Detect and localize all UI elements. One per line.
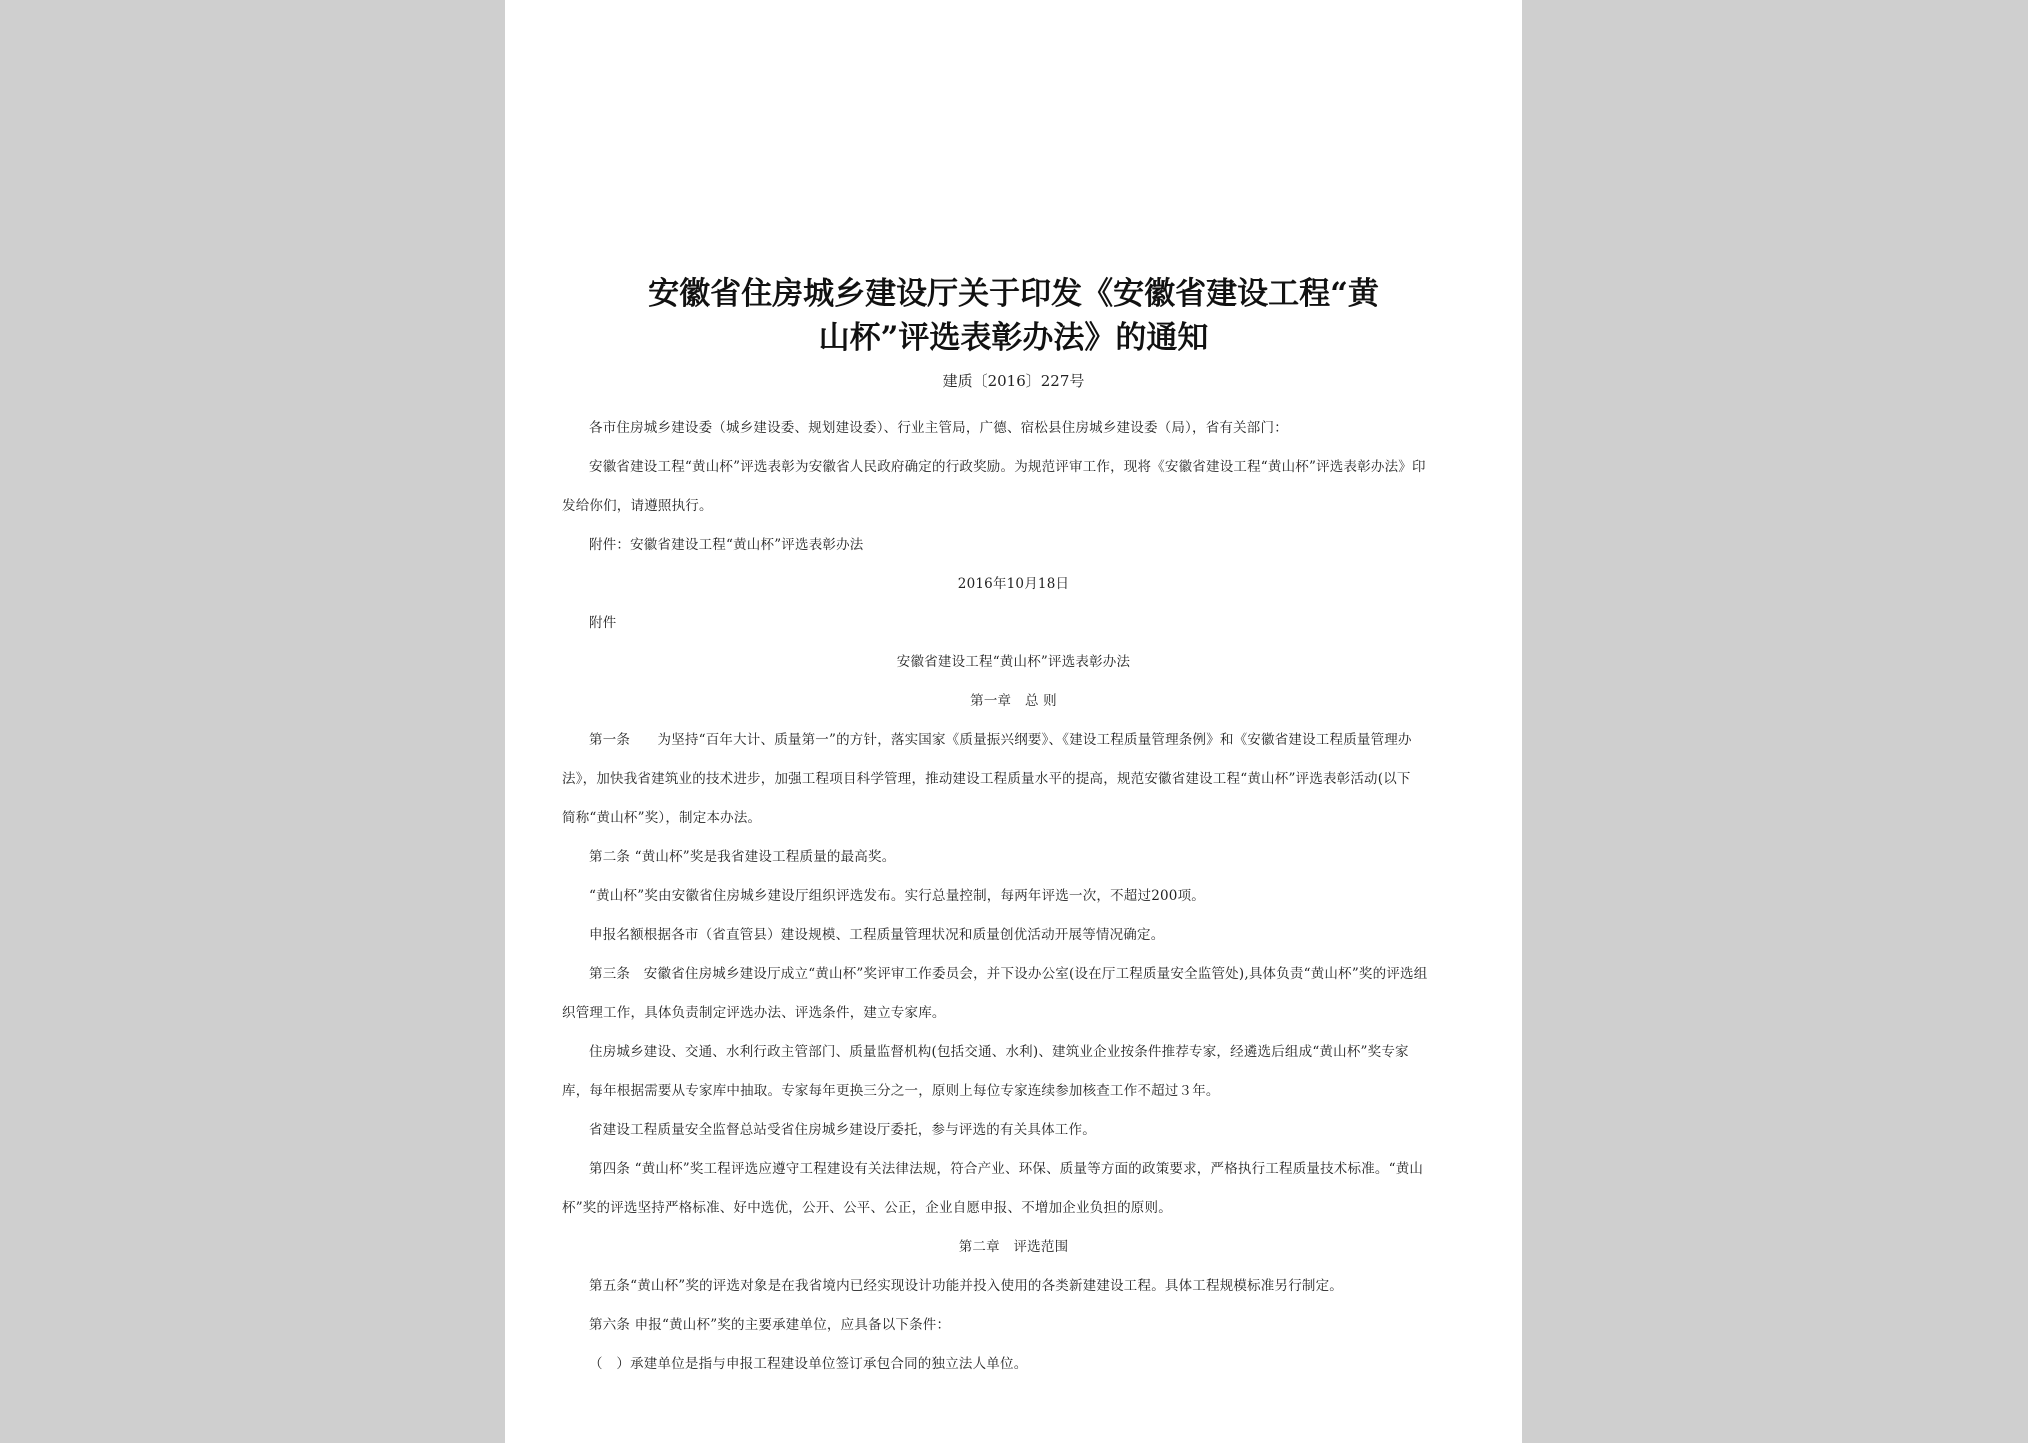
attachment-title: 安徽省建设工程“黄山杯”评选表彰办法 — [896, 654, 1131, 670]
paragraph-line: 省建设工程质量安全监督总站受省住房城乡建设厅委托，参与评选的有关具体工作。 — [589, 1122, 1096, 1138]
chapter-heading: 第一章 总 则 — [970, 693, 1057, 709]
paragraph-line: 安徽省建设工程“黄山杯”评选表彰为安徽省人民政府确定的行政奖励。为规范评审工作，现将《安徽省建设工程“黄山杯”评选表彰办法》印 — [589, 459, 1426, 475]
document-title-line-2: 山杯”评选表彰办法》的通知 — [818, 320, 1209, 356]
paragraph-line: 简称“黄山杯”奖），制定本办法。 — [562, 810, 762, 826]
paragraph-line: 申报名额根据各市（省直管县）建设规模、工程质量管理状况和质量创优活动开展等情况确定。 — [589, 927, 1165, 943]
chapter-heading: 第二章 评选范围 — [958, 1239, 1069, 1255]
issue-date: 2016年10月18日 — [957, 576, 1070, 592]
paragraph-line: 库，每年根据需要从专家库中抽取。专家每年更换三分之一，原则上每位专家连续参加核查工作不超过３年。 — [562, 1083, 1220, 1099]
paragraph-addressees: 各市住房城乡建设委（城乡建设委、规划建设委）、行业主管局，广德、宿松县住房城乡建设委（局），省有关部门： — [589, 420, 1288, 436]
paragraph-line: （ ）承建单位是指与申报工程建设单位签订承包合同的独立法人单位。 — [589, 1356, 1028, 1372]
paragraph-line: 第三条 安徽省住房城乡建设厅成立“黄山杯”奖评审工作委员会，并下设办公室(设在厅工程质量安全监管处),具体负责“黄山杯”奖的评选组 — [589, 966, 1428, 982]
paragraph-line: 织管理工作，具体负责制定评选办法、评选条件，建立专家库。 — [562, 1005, 946, 1021]
paragraph-line: 杯”奖的评选坚持严格标准、好中选优，公开、公平、公正，企业自愿申报、不增加企业负担的原则。 — [562, 1200, 1172, 1216]
attachment-reference: 附件：安徽省建设工程“黄山杯”评选表彰办法 — [589, 537, 864, 553]
paragraph-line: 住房城乡建设、交通、水利行政主管部门、质量监督机构(包括交通、水利)、建筑业企业按条件推荐专家，经遴选后组成“黄山杯”奖专家 — [589, 1044, 1409, 1060]
paragraph-line: 第六条 申报“黄山杯”奖的主要承建单位，应具备以下条件： — [589, 1317, 951, 1333]
paragraph-line: 第一条 为坚持“百年大计、质量第一”的方针，落实国家《质量振兴纲要》、《建设工程质量管理条例》和《安徽省建设工程质量管理办 — [589, 732, 1412, 748]
attachment-label: 附件 — [589, 615, 617, 631]
paragraph-line: 第二条 “黄山杯”奖是我省建设工程质量的最高奖。 — [589, 849, 896, 865]
paragraph-line: 第四条 “黄山杯”奖工程评选应遵守工程建设有关法律法规，符合产业、环保、质量等方面的政策要求，严格执行工程质量技术标准。“黄山 — [589, 1161, 1424, 1177]
document-number: 建质〔2016〕227号 — [942, 372, 1085, 390]
paragraph-line: “黄山杯”奖由安徽省住房城乡建设厅组织评选发布。实行总量控制，每两年评选一次，不超过200项。 — [589, 888, 1205, 904]
paragraph-line: 发给你们，请遵照执行。 — [562, 498, 713, 514]
document-page — [505, 0, 1522, 1443]
paragraph-line: 第五条“黄山杯”奖的评选对象是在我省境内已经实现设计功能并投入使用的各类新建建设工程。具体工程规模标准另行制定。 — [589, 1278, 1344, 1294]
paragraph-line: 法》，加快我省建筑业的技术进步，加强工程项目科学管理，推动建设工程质量水平的提高，规范安徽省建设工程“黄山杯”评选表彰活动(以下 — [562, 771, 1411, 787]
document-title-line-1: 安徽省住房城乡建设厅关于印发《安徽省建设工程“黄 — [648, 276, 1379, 312]
